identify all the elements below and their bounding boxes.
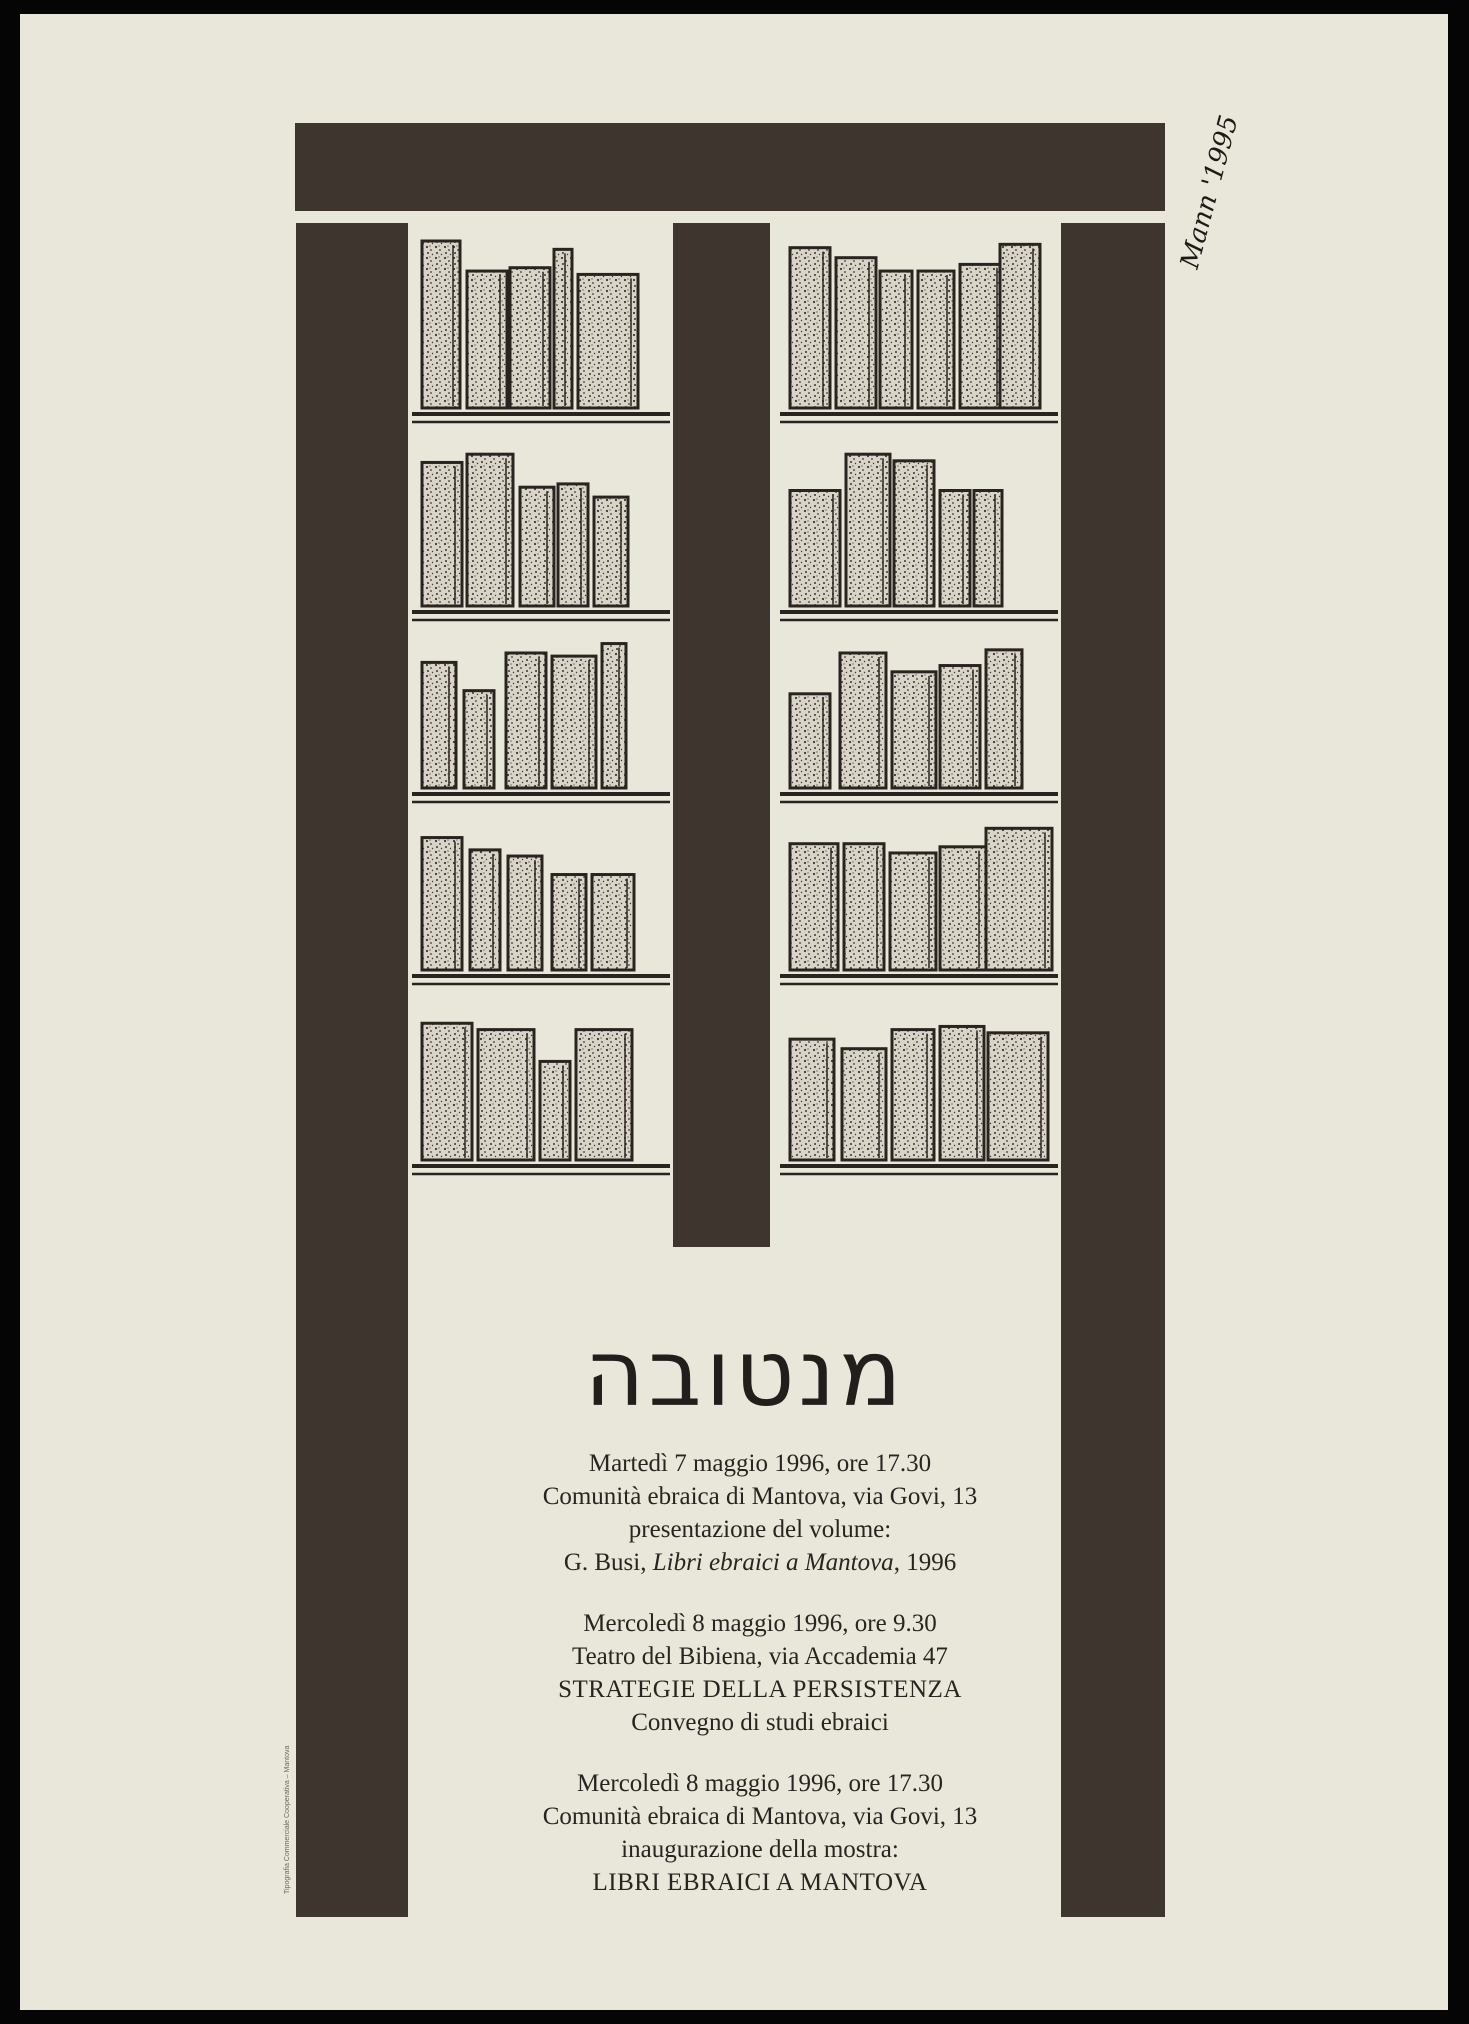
right-bookcase	[780, 244, 1058, 1174]
event-2-date: Mercoledì 8 maggio 1996, ore 9.30	[583, 1610, 937, 1637]
book-year: , 1996	[893, 1549, 957, 1576]
event-1	[450, 1447, 1070, 1579]
book	[422, 838, 462, 970]
book	[510, 268, 550, 408]
book	[422, 241, 460, 408]
book	[558, 484, 588, 606]
event-2-venue: Teatro del Bibiena, via Accademia 47	[572, 1643, 948, 1670]
book	[790, 248, 830, 408]
book	[520, 487, 554, 606]
book	[478, 1030, 534, 1160]
book	[422, 662, 456, 788]
book	[470, 850, 500, 970]
book-title: Libri ebraici a Mantova	[652, 1549, 894, 1576]
event-1-venue: Comunità ebraica di Mantova, via Govi, 13	[542, 1483, 978, 1510]
book	[576, 1030, 632, 1160]
event-1-date: Martedì 7 maggio 1996, ore 17.30	[588, 1450, 932, 1477]
event-3	[450, 1767, 1070, 1899]
book	[540, 1061, 570, 1160]
event-3-venue: Comunità ebraica di Mantova, via Govi, 13	[542, 1803, 978, 1830]
book	[790, 694, 830, 788]
hebrew-title: מנטובה	[584, 1320, 906, 1427]
book	[578, 274, 638, 408]
poster	[20, 14, 1448, 2010]
book	[880, 271, 912, 408]
book	[422, 462, 462, 606]
book	[940, 491, 970, 607]
book	[986, 828, 1052, 970]
event-3-title: LIBRI EBRAICI A MANTOVA	[592, 1869, 928, 1896]
left-bookcase	[412, 241, 670, 1174]
event-list	[450, 1447, 1070, 1927]
book	[974, 491, 1002, 607]
book	[467, 271, 507, 408]
book	[552, 875, 586, 970]
book	[594, 497, 628, 606]
event-2	[450, 1607, 1070, 1739]
book	[554, 249, 572, 408]
book	[918, 271, 954, 408]
event-1-book-line	[450, 1546, 1070, 1579]
event-1-description: presentazione del volume:	[628, 1516, 892, 1543]
book-author: G. Busi,	[563, 1549, 653, 1576]
book	[506, 653, 546, 788]
book	[988, 1033, 1048, 1160]
book	[986, 650, 1022, 788]
event-2-title: STRATEGIE DELLA PERSISTENZA	[558, 1676, 962, 1703]
book	[844, 844, 884, 970]
printer-credit: Tipografia Commerciale Cooperativa – Mantova	[284, 1745, 291, 1894]
event-2-subtitle: Convegno di studi ebraici	[631, 1709, 889, 1736]
artist-signature: Mann '1995	[1175, 112, 1245, 272]
book	[836, 258, 876, 408]
book	[940, 666, 980, 788]
event-3-date: Mercoledì 8 maggio 1996, ore 17.30	[577, 1770, 943, 1797]
book	[464, 691, 494, 788]
event-3-description: inaugurazione della mostra:	[621, 1836, 899, 1863]
book	[508, 856, 542, 970]
book	[602, 644, 626, 788]
book	[894, 461, 934, 606]
book	[1000, 244, 1040, 408]
